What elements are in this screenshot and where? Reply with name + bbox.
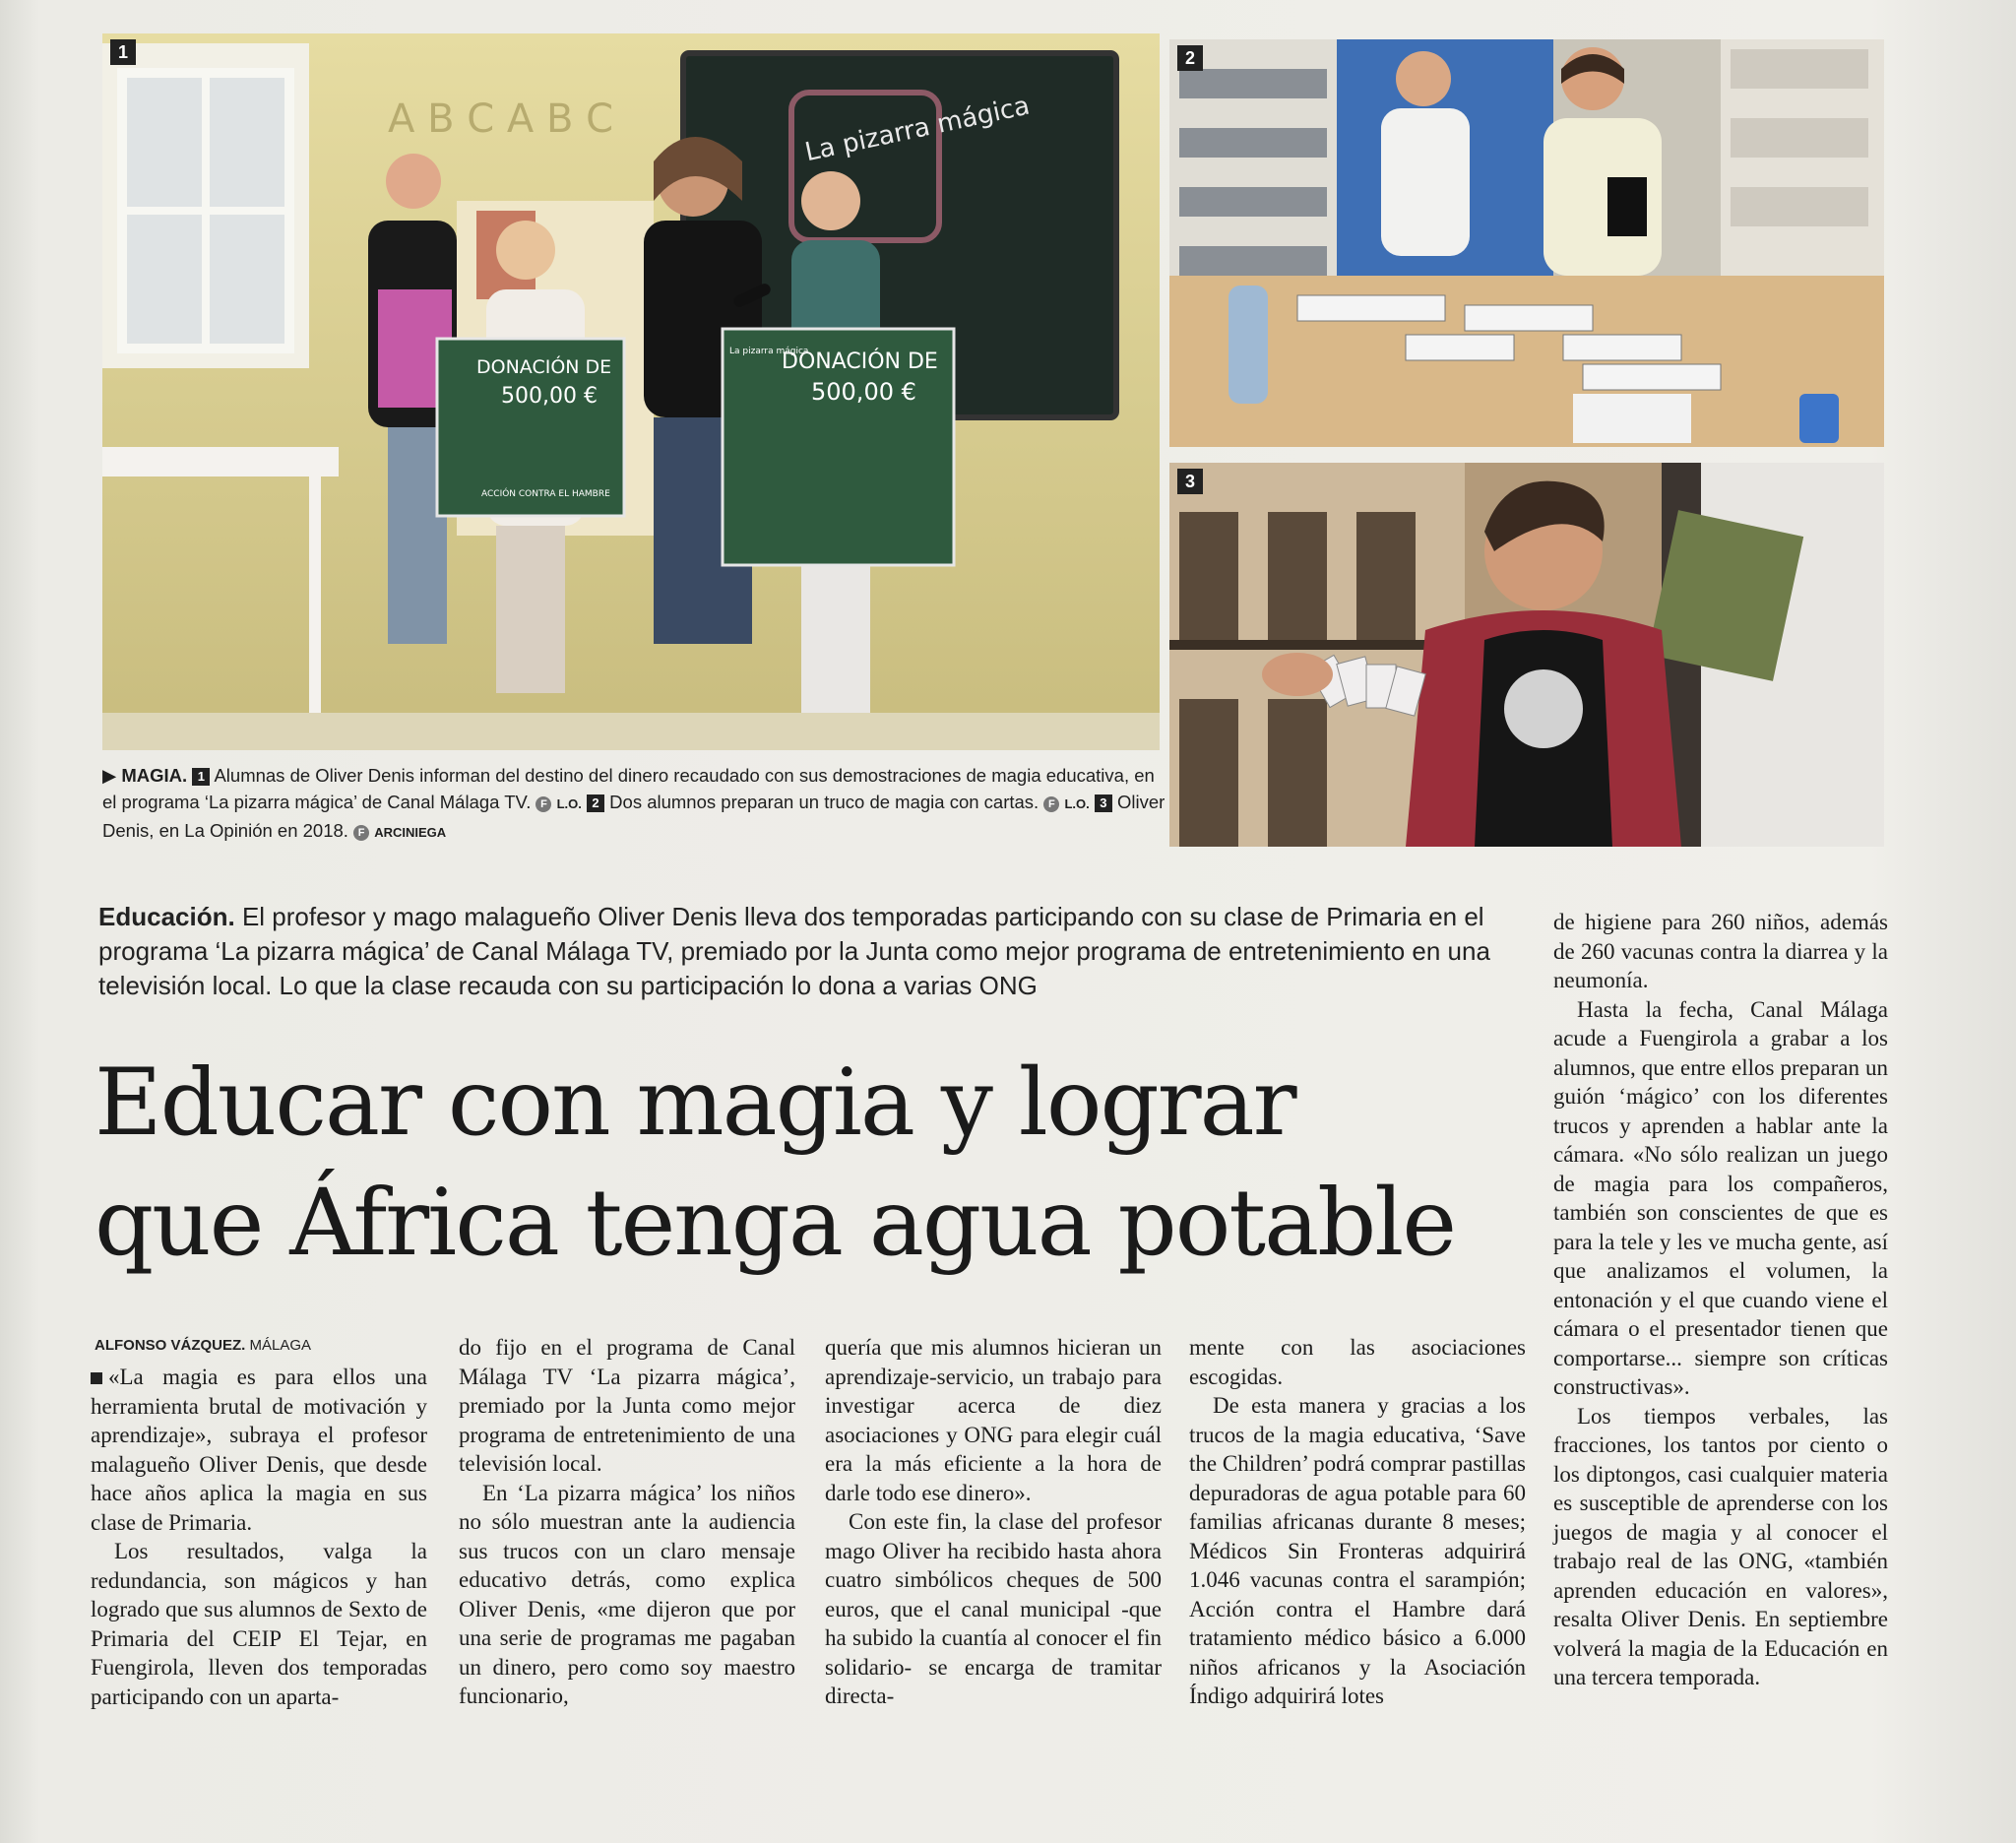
credit-photo-icon-1: F bbox=[536, 796, 551, 812]
sign-left-brand: ACCIÓN CONTRA EL HAMBRE bbox=[481, 489, 610, 499]
body-column-1 bbox=[91, 1363, 427, 1711]
byline-author: ALFONSO VÁZQUEZ. bbox=[94, 1337, 246, 1354]
photo-classroom-illustration bbox=[1169, 39, 1884, 447]
board-logo-text: La pizarra mágica bbox=[802, 91, 1033, 168]
credit-photo-icon-2: F bbox=[1043, 796, 1059, 812]
body-column-4 bbox=[1189, 1333, 1526, 1711]
photo-number-3: 3 bbox=[1177, 469, 1203, 494]
sign-right-amount: 500,00 € bbox=[811, 378, 916, 406]
body-paragraph bbox=[91, 1363, 427, 1537]
photo-classroom-cards bbox=[1169, 39, 1884, 447]
photo-portrait-illustration bbox=[1169, 463, 1884, 847]
lede-kicker: Educación. bbox=[98, 902, 235, 931]
body-paragraph: En ‘La pizarra mágica’ los niños no sólo muestran ante la audiencia sus trucos con un claro mensaje educativo detrás, como explica Oliver Denis, «me dijeron que por una serie de programas me pagaban un dinero, pero como soy maestro funcionario, bbox=[459, 1480, 795, 1708]
headline-line-2: que África tenga agua potable bbox=[94, 1170, 1455, 1277]
caption-credit-3: ARCINIEGA bbox=[374, 825, 447, 840]
svg-text:A B C A B C: A B C A B C bbox=[388, 96, 614, 142]
body-paragraph: Con este fin, la clase del profesor mago Oliver ha recibido hasta ahora cuatro simbólicos cheques de 500 euros, que el canal municipal -que ha subido la cuantía al conocer el fin solidario- se encarga de tramitar directa- bbox=[825, 1509, 1162, 1708]
caption-text-3: Oliver Denis, en La Opinión en 2018. bbox=[102, 792, 1166, 841]
sign-left-title: DONACIÓN DE bbox=[476, 356, 612, 378]
caption-arrow-icon: ▶ bbox=[102, 765, 117, 786]
body-paragraph: Los tiempos verbales, las fracciones, los tantos por ciento o los diptongos, casi cualquier materia es susceptible de aprenderse con los juegos de magia y al conocer el trabajo real de las ONG, «también aprenden educación en valores», resalta Oliver Denis. En septiembre volverá la magia de la Educación en una tercera temporada. bbox=[1553, 1403, 1888, 1689]
body-paragraph: Hasta la fecha, Canal Málaga acude a Fuengirola a grabar a los alumnos, que entre ellos preparan un guión ‘mágico’ con los diferentes trucos y aprenden a hablar ante la cámara. «No sólo realizan un juego de magia para los compañeros, también son conscientes de que es para la tele y les ve mucha gente, así que analizamos el volumen, la entonación y el que cuando viene el cámara o el presentador tienen que comportarse... siempre son críticas constructivas». bbox=[1553, 996, 1888, 1399]
caption-number-3: 3 bbox=[1095, 794, 1112, 812]
photo-number-1: 1 bbox=[110, 39, 136, 65]
photo-number-2: 2 bbox=[1177, 45, 1203, 71]
body-text: «La magia es para ellos una herramienta brutal de motivación y aprendizaje», subraya el profesor malagueño Oliver Denis, que desde hace años aplica la magia en sus clase de Primaria. bbox=[91, 1365, 427, 1535]
caption-text-2: Dos alumnos preparan un truco de magia con cartas. bbox=[609, 792, 1040, 812]
body-column-3 bbox=[825, 1333, 1162, 1711]
caption-number-2: 2 bbox=[587, 794, 604, 812]
caption-number-1: 1 bbox=[192, 768, 210, 786]
body-paragraph: Los resultados, valga la redundancia, son mágicos y han logrado que sus alumnos de Sexto de Primaria del CEIP El Tejar, en Fuengirola, lleven dos temporadas participando con un aparta- bbox=[91, 1539, 427, 1709]
body-paragraph: do fijo en el programa de Canal Málaga TV ‘La pizarra mágica’, premiado por la Junta como mejor programa de entretenimiento de una televisión local. bbox=[459, 1335, 795, 1476]
start-square-icon bbox=[91, 1372, 102, 1384]
article-lede bbox=[98, 900, 1526, 1003]
article-headline bbox=[94, 1044, 1522, 1284]
sign-right-logo: La pizarra mágica bbox=[729, 347, 809, 356]
photo-tv-studio-illustration bbox=[102, 33, 1160, 750]
photo-caption bbox=[102, 762, 1166, 846]
body-paragraph: mente con las asociaciones escogidas. bbox=[1189, 1335, 1526, 1389]
photo-tv-studio bbox=[102, 33, 1160, 750]
lede-text: El profesor y mago malagueño Oliver Denis lleva dos temporadas participando con su clase de Primaria en el programa ‘La pizarra mágica’ de Canal Málaga TV, premiado por la Junta como mejor programa de entretenimiento en una televisión local. Lo que la clase recauda con su participación lo dona a varias ONG bbox=[98, 902, 1490, 1000]
byline-place: MÁLAGA bbox=[249, 1337, 312, 1354]
credit-photo-icon-3: F bbox=[353, 825, 369, 841]
sign-right-title: DONACIÓN DE bbox=[782, 350, 938, 374]
body-column-2 bbox=[459, 1333, 795, 1711]
body-paragraph: quería que mis alumnos hicieran un aprendizaje-servicio, un trabajo para investigar acerca de diez asociaciones y ONG para elegir cuál era la más eficiente a la hora de darle todo ese dinero». bbox=[825, 1335, 1162, 1505]
body-paragraph: De esta manera y gracias a los trucos de la magia educativa, ‘Save the Children’ podrá comprar pastillas depuradoras de agua potable para 60 familias africanas durante 8 meses; Médicos Sin Fronteras adquirirá 1.046 vacunas contra el sarampión; Acción contra el Hambre dará tratamiento médico básico a 6.000 niños africanos y la Asociación Índigo adquirirá lotes bbox=[1189, 1393, 1526, 1708]
caption-credit-2: L.O. bbox=[1064, 796, 1090, 811]
caption-section: MAGIA. bbox=[121, 765, 188, 786]
article-byline bbox=[94, 1337, 419, 1354]
headline-line-1: Educar con magia y lograr bbox=[94, 1049, 1295, 1157]
caption-text-1: Alumnas de Oliver Denis informan del destino del dinero recaudado con sus demostraciones de magia educativa, en el programa ‘La pizarra mágica’ de Canal Málaga TV. bbox=[102, 765, 1155, 812]
body-column-5 bbox=[1553, 908, 1888, 1692]
sign-left-amount: 500,00 € bbox=[501, 384, 598, 409]
photo-oliver-denis bbox=[1169, 463, 1884, 847]
caption-credit-1: L.O. bbox=[556, 796, 582, 811]
body-paragraph: de higiene para 260 niños, además de 260 vacunas contra la diarrea y la neumonía. bbox=[1553, 910, 1888, 992]
